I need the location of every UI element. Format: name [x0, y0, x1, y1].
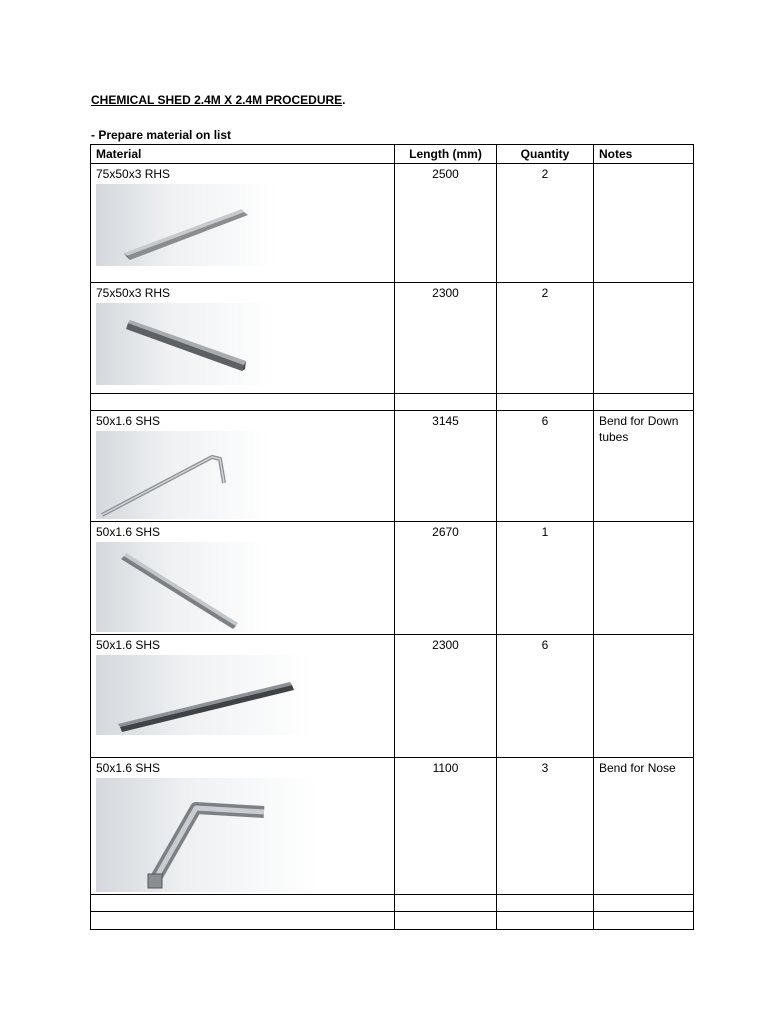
shs-tube-image [96, 655, 312, 735]
material-label: 50x1.6 SHS [96, 414, 161, 428]
material-label: 50x1.6 SHS [96, 638, 161, 652]
material-cell [91, 635, 395, 758]
header-quantity: Quantity [497, 145, 594, 164]
table-row [91, 283, 694, 394]
length-cell: 1100 [395, 758, 497, 895]
document-title [91, 93, 346, 107]
table-row [91, 758, 694, 895]
quantity-cell: 2 [497, 164, 594, 283]
material-cell [91, 411, 395, 522]
length-cell [395, 895, 497, 912]
material-cell [91, 283, 395, 394]
table-row [91, 895, 694, 912]
quantity-cell: 6 [497, 635, 594, 758]
table-row [91, 164, 694, 283]
notes-cell [594, 895, 694, 912]
material-cell [91, 394, 395, 411]
bent-nose-shs-image [96, 778, 318, 892]
material-table [90, 144, 694, 930]
table-row [91, 635, 694, 758]
material-label: 75x50x3 RHS [96, 167, 171, 181]
notes-cell [594, 283, 694, 394]
header-material: Material [91, 145, 395, 164]
material-cell [91, 164, 395, 283]
header-length: Length (mm) [395, 145, 497, 164]
document-title-text: CHEMICAL SHED 2.4M X 2.4M PROCEDURE [91, 93, 343, 107]
material-cell [91, 912, 395, 930]
table-row [91, 522, 694, 635]
table-row [91, 912, 694, 930]
notes-cell [594, 522, 694, 635]
notes-cell [594, 394, 694, 411]
bent-shs-tube-image [96, 431, 270, 519]
length-cell [395, 912, 497, 930]
length-cell: 2670 [395, 522, 497, 635]
material-cell [91, 522, 395, 635]
quantity-cell: 2 [497, 283, 594, 394]
table-row [91, 411, 694, 522]
rhs-tube-image [96, 303, 274, 385]
material-cell [91, 895, 395, 912]
shs-tube-image [96, 542, 270, 632]
procedure-step: - Prepare material on list [91, 128, 232, 142]
length-cell: 2500 [395, 164, 497, 283]
notes-cell: Bend for Down tubes [594, 411, 694, 522]
material-cell [91, 758, 395, 895]
notes-cell [594, 164, 694, 283]
notes-cell: Bend for Nose [594, 758, 694, 895]
length-cell: 2300 [395, 635, 497, 758]
material-label: 75x50x3 RHS [96, 286, 171, 300]
document-title-suffix: . [342, 93, 346, 107]
rhs-tube-image [96, 184, 278, 266]
length-cell: 3145 [395, 411, 497, 522]
table-row [91, 394, 694, 411]
quantity-cell: 6 [497, 411, 594, 522]
quantity-cell: 3 [497, 758, 594, 895]
notes-cell [594, 635, 694, 758]
quantity-cell [497, 895, 594, 912]
quantity-cell: 1 [497, 522, 594, 635]
length-cell: 2300 [395, 283, 497, 394]
quantity-cell [497, 394, 594, 411]
quantity-cell [497, 912, 594, 930]
length-cell [395, 394, 497, 411]
material-label: 50x1.6 SHS [96, 525, 161, 539]
notes-cell [594, 912, 694, 930]
header-notes: Notes [594, 145, 694, 164]
material-label: 50x1.6 SHS [96, 761, 161, 775]
table-header-row [91, 145, 694, 164]
